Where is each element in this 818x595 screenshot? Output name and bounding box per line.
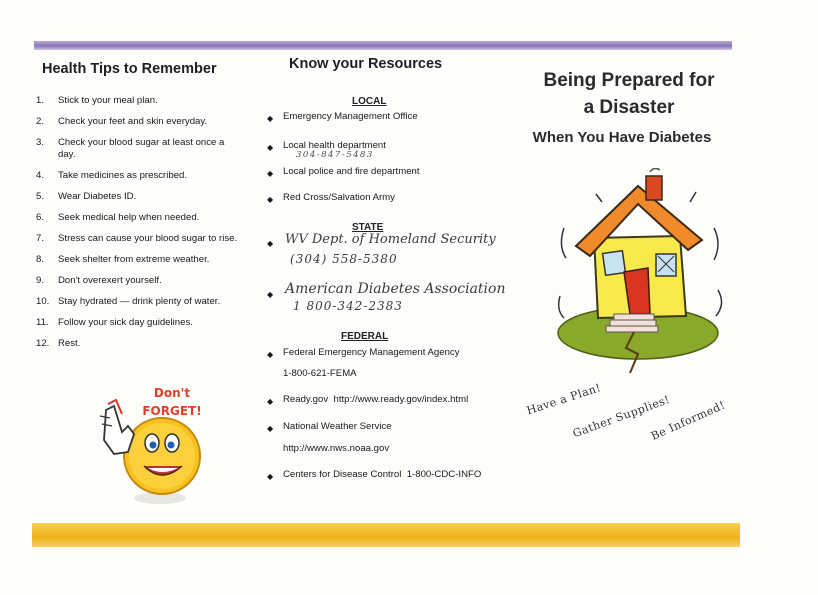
cover-title bbox=[520, 67, 738, 121]
federal-item-fema-phone: 1-800-621-FEMA bbox=[283, 368, 357, 379]
tip-text: Stress can cause your blood sugar to rise. bbox=[58, 233, 238, 244]
bullet-icon: ◆ bbox=[267, 397, 274, 406]
federal-item-nws: National Weather Service bbox=[283, 421, 392, 432]
health-tip-item bbox=[36, 275, 241, 287]
tip-text: Take medicines as prescribed. bbox=[58, 170, 188, 181]
health-dept-phone-handwritten: 304-847-5483 bbox=[296, 150, 374, 160]
bullet-icon: ◆ bbox=[267, 143, 274, 152]
state-item-wv-homeland-phone: (304) 558-5380 bbox=[290, 252, 398, 266]
health-tip-item bbox=[36, 170, 241, 182]
health-tips-list bbox=[36, 95, 241, 359]
health-tip-item bbox=[36, 95, 241, 107]
smiley-finger-illustration bbox=[92, 396, 217, 511]
top-purple-bar bbox=[34, 41, 732, 50]
cover-title-line1: Being Prepared for bbox=[543, 70, 715, 91]
bullet-icon: ◆ bbox=[267, 114, 274, 123]
health-tip-item bbox=[36, 233, 241, 245]
health-tip-item bbox=[36, 191, 241, 203]
tip-text: Stay hydrated — drink plenty of water. bbox=[58, 296, 221, 307]
state-item-ada: American Diabetes Association bbox=[285, 281, 506, 297]
tip-number: 2. bbox=[36, 116, 45, 127]
federal-heading: FEDERAL bbox=[341, 331, 389, 342]
bottom-yellow-bar bbox=[32, 523, 740, 547]
health-tip-item bbox=[36, 317, 241, 329]
federal-item-cdc: Centers for Disease Control 1-800-CDC-INFO bbox=[283, 469, 482, 480]
bullet-icon: ◆ bbox=[267, 350, 274, 359]
tip-text: Wear Diabetes ID. bbox=[58, 191, 137, 202]
tip-text: Seek medical help when needed. bbox=[58, 212, 200, 223]
tip-text: Rest. bbox=[58, 338, 81, 349]
cover-subtitle: When You Have Diabetes bbox=[532, 129, 712, 146]
tip-number: 6. bbox=[36, 212, 45, 223]
local-item-health-dept: Local health department bbox=[283, 140, 386, 151]
state-heading: STATE bbox=[352, 222, 384, 233]
bullet-icon: ◆ bbox=[267, 195, 274, 204]
local-item-police-fire: Local police and fire department bbox=[283, 166, 420, 177]
tip-number: 4. bbox=[36, 170, 45, 181]
damaged-house-illustration bbox=[546, 168, 736, 378]
tip-number: 11. bbox=[36, 317, 49, 328]
health-tip-item bbox=[36, 296, 241, 308]
health-tip-item bbox=[36, 212, 241, 224]
tip-text: Follow your sick day guidelines. bbox=[58, 317, 193, 328]
health-tip-item bbox=[36, 137, 241, 161]
cover-title-line2: a Disaster bbox=[583, 97, 675, 118]
bullet-icon: ◆ bbox=[267, 424, 274, 433]
tip-number: 8. bbox=[36, 254, 45, 265]
tip-number: 3. bbox=[36, 137, 45, 148]
health-tip-item bbox=[36, 116, 241, 128]
tip-number: 12. bbox=[36, 338, 50, 349]
bullet-icon: ◆ bbox=[267, 290, 274, 299]
tip-number: 7. bbox=[36, 233, 45, 244]
local-item-red-cross: Red Cross/Salvation Army bbox=[283, 192, 395, 203]
local-item-emergency: Emergency Management Office bbox=[283, 111, 418, 122]
federal-item-nws-url: http://www.nws.noaa.gov bbox=[283, 443, 390, 454]
tip-text: Check your feet and skin everyday. bbox=[58, 116, 208, 127]
health-tips-title: Health Tips to Remember bbox=[42, 61, 217, 77]
tip-text: Don't overexert yourself. bbox=[58, 275, 162, 286]
tip-text: Stick to your meal plan. bbox=[58, 95, 158, 106]
resources-title: Know your Resources bbox=[289, 56, 443, 72]
tip-number: 9. bbox=[36, 275, 45, 286]
bullet-icon: ◆ bbox=[267, 169, 274, 178]
slogan-be-informed: Be Informed! bbox=[649, 398, 728, 443]
slogan-have-a-plan: Have a Plan! bbox=[525, 381, 603, 418]
bullet-icon: ◆ bbox=[267, 472, 274, 481]
tip-number: 1. bbox=[36, 95, 45, 106]
dont-forget-label: Don't FORGET! bbox=[142, 386, 202, 418]
federal-item-ready-gov: Ready.gov http://www.ready.gov/index.html bbox=[283, 394, 469, 405]
health-tip-item bbox=[36, 338, 241, 350]
state-item-wv-homeland: WV Dept. of Homeland Security bbox=[285, 232, 496, 247]
health-tip-item bbox=[36, 254, 241, 266]
tip-text: Check your blood sugar at least once a day. bbox=[58, 137, 225, 160]
bullet-icon: ◆ bbox=[267, 239, 274, 248]
local-heading: LOCAL bbox=[352, 96, 387, 107]
state-item-ada-phone: 1 800-342-2383 bbox=[293, 299, 403, 313]
tip-text: Seek shelter from extreme weather. bbox=[58, 254, 210, 265]
federal-item-fema: Federal Emergency Management Agency bbox=[283, 347, 460, 358]
slogan-gather-supplies: Gather Supplies! bbox=[571, 392, 672, 441]
tip-number: 10. bbox=[36, 296, 50, 307]
tip-number: 5. bbox=[36, 191, 45, 202]
